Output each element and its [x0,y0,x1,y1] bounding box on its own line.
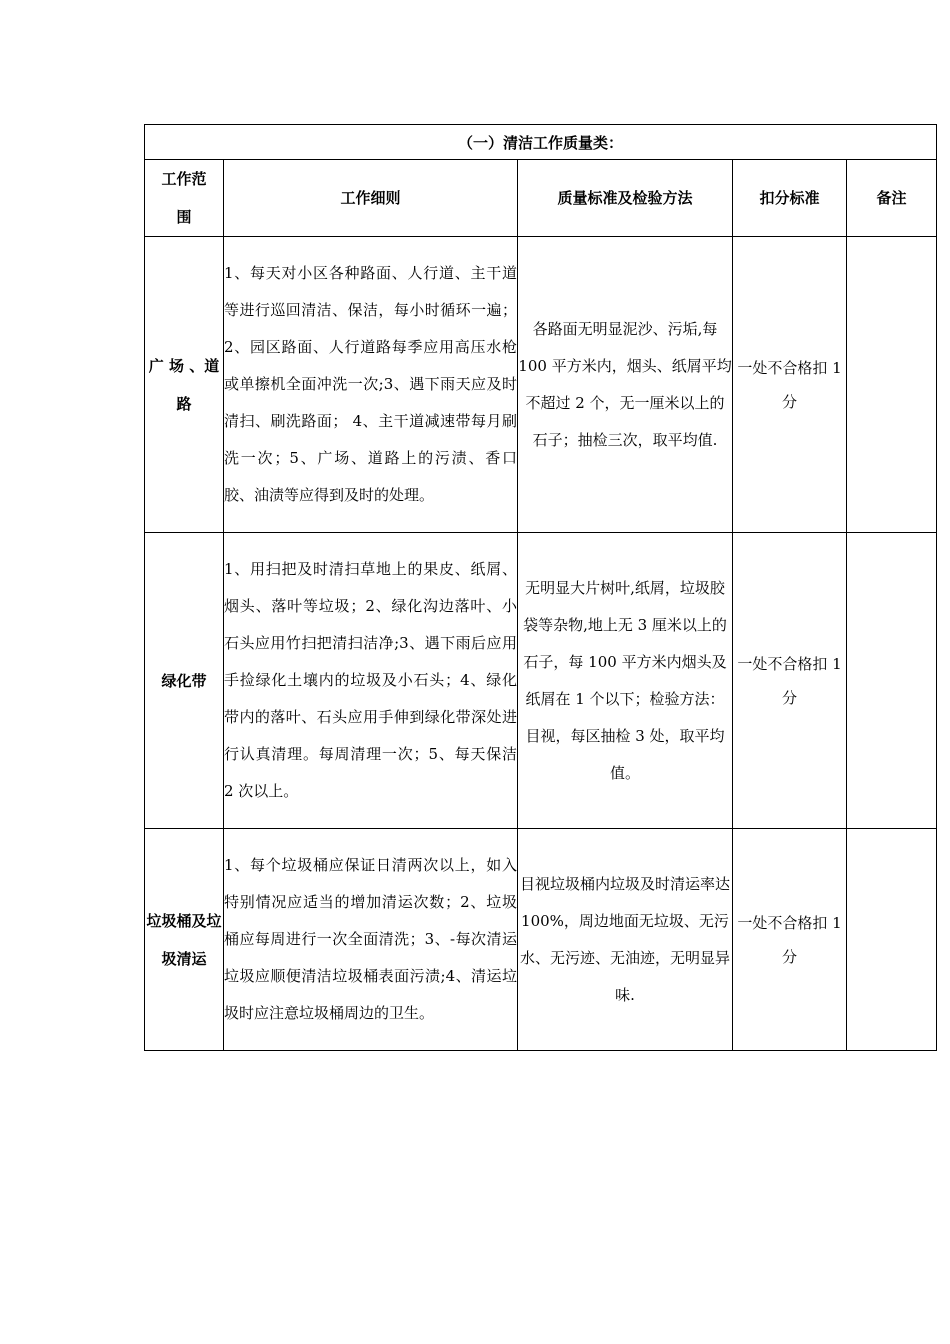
header-standard: 质量标准及检验方法 [518,160,733,237]
row-deduction: 一处不合格扣 1 分 [733,533,847,829]
row-standard: 目视垃圾桶内垃圾及时清运率达 100%，周边地面无垃圾、无污水、无污迹、无油迹，无明显异味. [518,829,733,1051]
table-row [145,237,937,533]
row-remark [847,829,937,1051]
row-remark [847,237,937,533]
row-area: 垃圾桶及垃圾清运 [145,829,224,1051]
row-deduction: 一处不合格扣 1 分 [733,829,847,1051]
row-standard: 各路面无明显泥沙、污垢,每 100 平方米内，烟头、纸屑平均不超过 2 个，无一厘米以上的石子；抽检三次，取平均值. [518,237,733,533]
row-details: 1、用扫把及时清扫草地上的果皮、纸屑、烟头、落叶等垃圾；2、绿化沟边落叶、小石头应用竹扫把清扫洁净;3、遇下雨后应用手捡绿化土壤内的垃圾及小石头；4、绿化带内的落叶、石头应用手伸到绿化带深处进行认真清理。每周清理一次；5、每天保洁 2 次以上。 [224,533,518,829]
row-area: 广 场 、道路 [145,237,224,533]
row-standard: 无明显大片树叶,纸屑，垃圾胶袋等杂物,地上无 3 厘米以上的石子，每 100 平方米内烟头及纸屑在 1 个以下；检验方法：目视，每区抽检 3 处，取平均值。 [518,533,733,829]
header-details: 工作细则 [224,160,518,237]
cleaning-quality-table [144,124,937,1051]
header-area: 工作范围 [145,160,224,237]
header-deduction: 扣分标准 [733,160,847,237]
table-title: （一）清洁工作质量类： [145,125,937,160]
row-details: 1、每个垃圾桶应保证日清两次以上，如入特别情况应适当的增加清运次数；2、垃圾桶应每周进行一次全面清洗；3、-每次清运垃圾应顺便清洁垃圾桶表面污渍;4、清运垃圾时应注意垃圾桶周边的卫生。 [224,829,518,1051]
table-header-row [145,160,937,237]
row-area: 绿化带 [145,533,224,829]
row-details: 1、每天对小区各种路面、人行道、主干道等进行巡回清洁、保洁，每小时循环一遍；2、园区路面、人行道路每季应用高压水枪或单擦机全面冲洗一次;3、遇下雨天应及时清扫、刷洗路面； 4、主干道减速带每月刷洗一次；5、广场、道路上的污渍、香口胶、油渍等应得到及时的处理。 [224,237,518,533]
row-deduction: 一处不合格扣 1 分 [733,237,847,533]
header-remark: 备注 [847,160,937,237]
row-remark [847,533,937,829]
table-row [145,533,937,829]
table-title-row [145,125,937,160]
table-row [145,829,937,1051]
